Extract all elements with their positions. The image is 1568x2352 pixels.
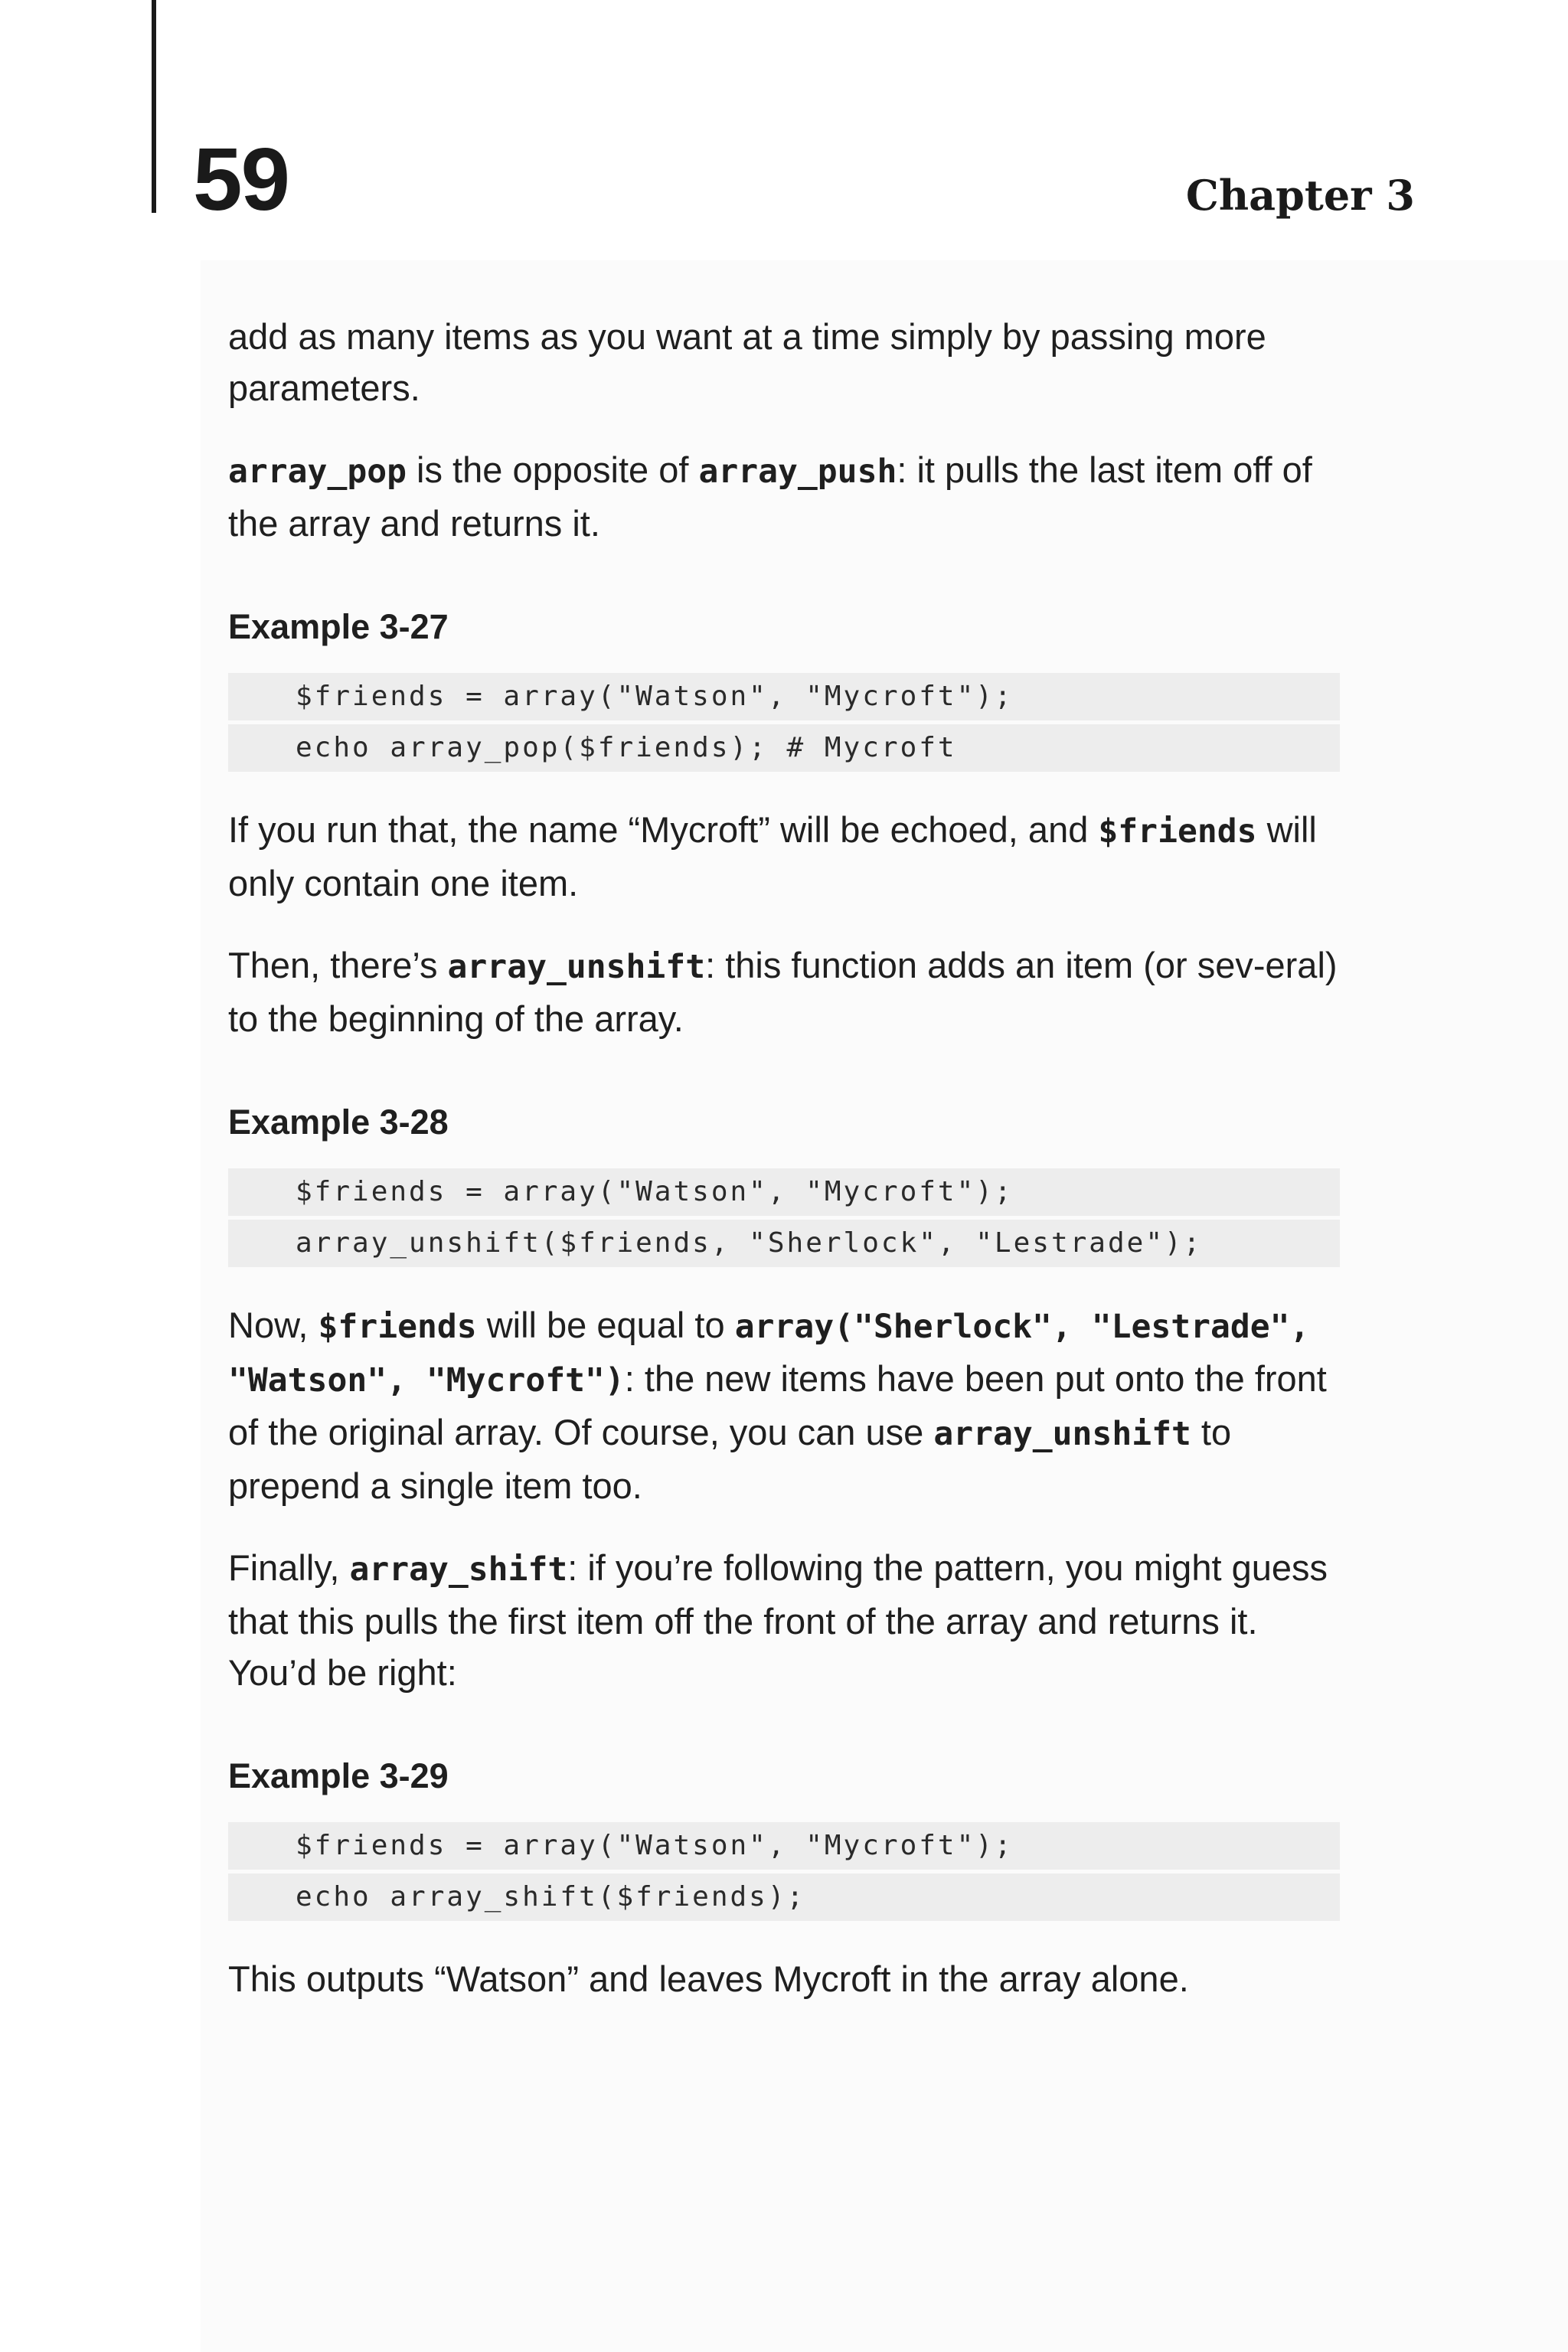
inline-code: array_shift (349, 1550, 568, 1589)
paragraph-3 (228, 804, 1340, 909)
example-3-27-title: Example 3-27 (228, 607, 449, 646)
code-line: $friends = array("Watson", "Mycroft"); (228, 1168, 1340, 1216)
paragraph-text: is the opposite of (407, 449, 699, 490)
inline-code: array_unshift (933, 1415, 1191, 1453)
paragraph-text: : the new items have been put onto the front of the original array. Of course, you can use (228, 1358, 1327, 1452)
paragraph-text: will be equal to (476, 1305, 735, 1345)
example-3-29-title: Example 3-29 (228, 1756, 449, 1795)
paragraph-2 (228, 444, 1340, 549)
example-3-28-title: Example 3-28 (228, 1102, 449, 1142)
paragraph-text: : it pulls the last item off of the array and returns it. (228, 449, 1312, 544)
code-line: array_unshift($friends, "Sherlock", "Lestrade"); (228, 1220, 1340, 1267)
paragraph-text: will only contain one item. (228, 809, 1317, 903)
paragraph-4 (228, 939, 1340, 1044)
paragraph-text: : if you’re following the pattern, you might guess that this pulls the first item off the front of the array and returns it. You’d be right: (228, 1547, 1328, 1693)
paragraph-text: Finally, (228, 1547, 350, 1588)
paragraph-5 (228, 1299, 1340, 1511)
code-block-3-29 (228, 1822, 1340, 1921)
inline-code: array_unshift (447, 948, 706, 986)
paragraph-1: add as many items as you want at a time simply by passing more parameters. (228, 316, 1266, 408)
paragraph-7: This outputs “Watson” and leaves Mycroft in the array alone. (228, 1958, 1189, 1999)
code-block-3-27 (228, 673, 1340, 772)
paragraph-text: Then, there’s (228, 945, 448, 985)
inline-code: array_pop (228, 452, 407, 491)
paragraph-text: to prepend a single item too. (228, 1412, 1232, 1506)
code-line: echo array_pop($friends); # Mycroft (228, 724, 1340, 772)
code-line: $friends = array("Watson", "Mycroft"); (228, 1822, 1340, 1870)
inline-code: array("Sherlock", "Lestrade", "Watson", "Mycroft") (228, 1308, 1310, 1400)
page-content (228, 311, 1340, 2035)
code-line: $friends = array("Watson", "Mycroft"); (228, 673, 1340, 720)
chapter-label: Chapter 3 (1185, 171, 1415, 220)
code-block-3-28 (228, 1168, 1340, 1267)
paragraph-text: : this function adds an item (or sev-eral) to the beginning of the array. (228, 945, 1338, 1039)
inline-code: $friends (318, 1308, 477, 1346)
header-rule (152, 0, 156, 213)
paragraph-text: Now, (228, 1305, 318, 1345)
paragraph-text: If you run that, the name “Mycroft” will be echoed, and (228, 809, 1099, 850)
code-line: echo array_shift($friends); (228, 1873, 1340, 1921)
inline-code: array_push (698, 452, 897, 491)
page-number: 59 (193, 129, 289, 229)
inline-code: $friends (1098, 812, 1257, 851)
paragraph-6 (228, 1542, 1340, 1698)
